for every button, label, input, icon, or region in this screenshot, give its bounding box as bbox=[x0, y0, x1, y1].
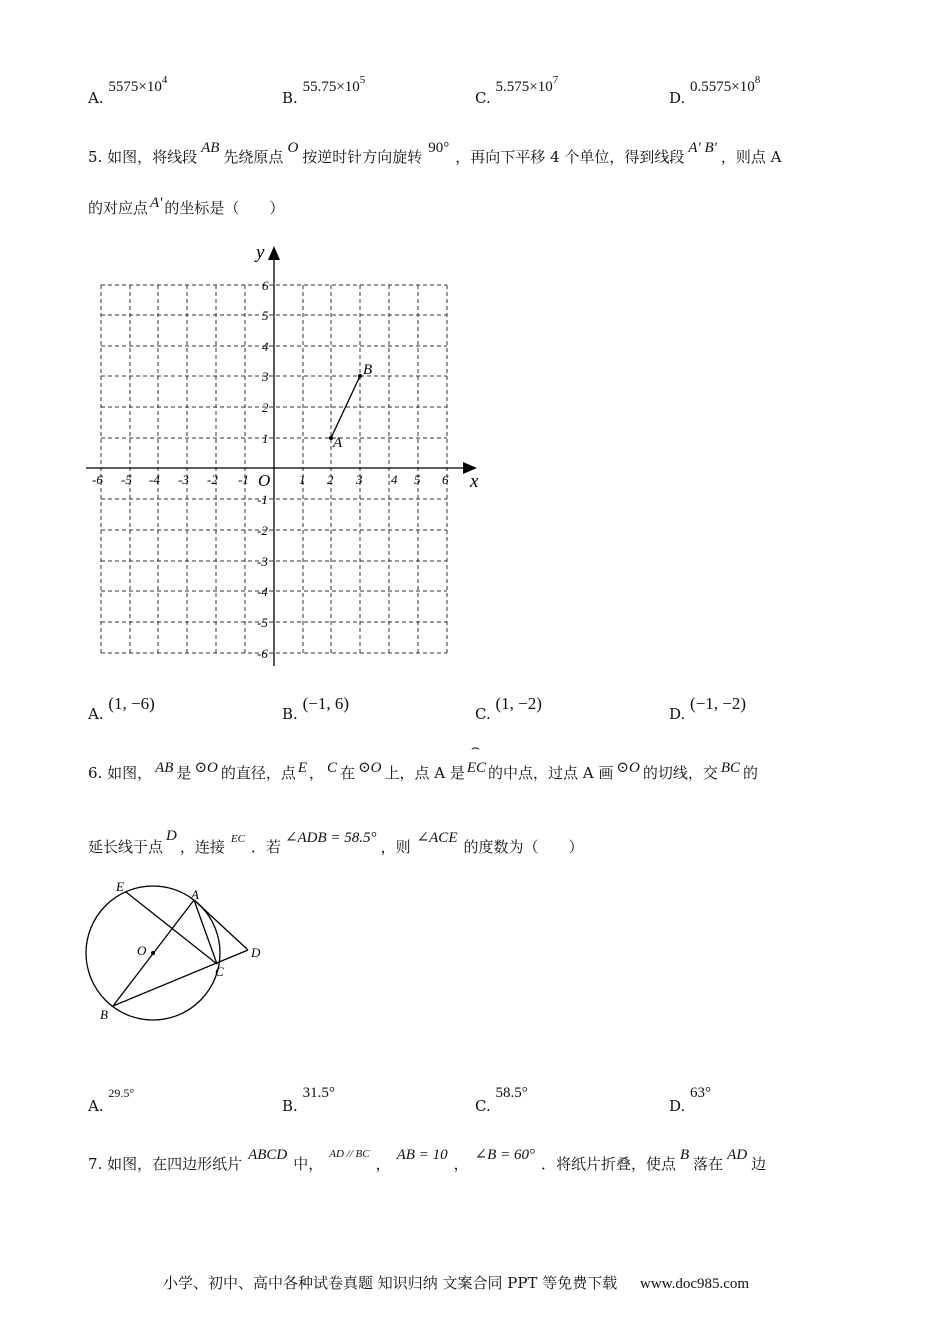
y-tick: -2 bbox=[257, 523, 268, 538]
x-axis-label: x bbox=[470, 471, 479, 492]
circle-o: ⊙O bbox=[358, 760, 382, 776]
segment-ec: EC bbox=[230, 833, 245, 845]
y-tick: 5 bbox=[262, 308, 269, 323]
point-c: C bbox=[327, 760, 338, 776]
segment-ad-line bbox=[194, 900, 248, 950]
q7-text: 中， bbox=[293, 1155, 324, 1173]
y-tick: 2 bbox=[262, 400, 269, 415]
q6-text: ，连接 bbox=[179, 838, 225, 856]
coordinate-grid bbox=[80, 238, 490, 673]
q6-text: 的切线，交 bbox=[642, 764, 718, 782]
arc-mark: ⌢ bbox=[470, 741, 481, 756]
q6-text: 延长线于点 bbox=[88, 838, 164, 856]
q6-option-d bbox=[669, 1085, 712, 1116]
q7-line-1 bbox=[88, 1147, 767, 1173]
point-a-label: A bbox=[333, 435, 343, 451]
option-letter: B. bbox=[282, 89, 298, 107]
page-footer bbox=[163, 1272, 749, 1293]
q6-option-b bbox=[282, 1085, 335, 1116]
y-axis-arrow bbox=[268, 246, 280, 260]
point-d: D bbox=[166, 828, 177, 844]
q5-text: 5. 如图，将线段 bbox=[88, 148, 198, 166]
rotation-angle: 90° bbox=[428, 140, 450, 156]
angle-adb: ∠ADB = 58.5° bbox=[284, 830, 377, 846]
option-letter: D. bbox=[669, 1097, 686, 1115]
segment-apbp: A' B' bbox=[688, 140, 717, 156]
center-dot bbox=[151, 951, 155, 955]
option-value: 58.5° bbox=[495, 1085, 528, 1101]
x-tick: -5 bbox=[121, 472, 132, 487]
y-tick: -4 bbox=[257, 584, 268, 599]
label-d: D bbox=[251, 945, 261, 960]
option-letter: D. bbox=[669, 89, 686, 107]
y-tick: 6 bbox=[262, 278, 269, 293]
option-value: 5575×10 bbox=[108, 79, 162, 95]
q7-text: ， bbox=[453, 1155, 469, 1173]
x-tick: 1 bbox=[299, 472, 306, 487]
diameter-ab: AB bbox=[155, 760, 174, 776]
q5-text: 先绕原点 bbox=[223, 148, 284, 166]
origin-o: O bbox=[287, 140, 299, 156]
q7-text: ．将纸片折叠，使点 bbox=[540, 1155, 676, 1173]
option-letter: A. bbox=[88, 1097, 104, 1115]
origin-label: O bbox=[258, 471, 271, 490]
segment-bc: BC bbox=[720, 760, 740, 776]
q5-option-a bbox=[88, 694, 155, 724]
y-tick: -3 bbox=[257, 554, 268, 569]
option-letter: C. bbox=[475, 1097, 491, 1115]
option-value: (1, −6) bbox=[108, 694, 155, 713]
q6-text: 的 bbox=[743, 764, 759, 782]
q5-text: ，再向下平移 4 个单位，得到线段 bbox=[455, 148, 685, 166]
circle-o: ⊙O bbox=[616, 760, 640, 776]
option-value: (1, −2) bbox=[495, 694, 542, 713]
angle-ace: ∠ACE bbox=[416, 830, 458, 846]
footer-text: 小学、初中、高中各种试卷真题 知识归纳 文案合同 PPT 等免费下载 bbox=[163, 1274, 618, 1292]
option-value: 63° bbox=[690, 1085, 712, 1101]
q5-text: ，则点 A bbox=[720, 148, 782, 166]
q5-option-c bbox=[475, 694, 542, 724]
point-b-dot bbox=[358, 374, 362, 378]
option-value: 5.575×10 bbox=[495, 79, 553, 95]
option-letter: A. bbox=[88, 705, 104, 723]
option-value: 55.75×10 bbox=[302, 79, 360, 95]
option-value: 31.5° bbox=[302, 1085, 335, 1101]
arc-label: EC bbox=[466, 760, 487, 776]
q5-option-d bbox=[669, 694, 747, 724]
x-tick: 5 bbox=[414, 472, 421, 487]
option-exponent: 4 bbox=[161, 74, 168, 86]
point-b: B bbox=[679, 1147, 690, 1163]
q6-text: 6. 如图， bbox=[88, 764, 153, 782]
arc-ec bbox=[466, 741, 487, 782]
footer-url[interactable]: www.doc985.com bbox=[640, 1276, 750, 1292]
q6-text: ．若 bbox=[250, 838, 281, 856]
option-value: 0.5575×10 bbox=[690, 79, 755, 95]
y-tick: -5 bbox=[257, 615, 268, 630]
q5-text: 的坐标是（ ） bbox=[164, 199, 285, 217]
q5-text: 按逆时针方向旋转 bbox=[302, 148, 423, 166]
option-letter: C. bbox=[475, 705, 491, 723]
q5-option-b bbox=[282, 694, 349, 724]
side-ad: AD bbox=[727, 1147, 748, 1163]
q5-line-1 bbox=[88, 140, 782, 166]
x-tick: 2 bbox=[327, 472, 334, 487]
q6-option-c bbox=[475, 1085, 528, 1116]
label-a: A bbox=[191, 887, 199, 902]
q6-text: ， bbox=[309, 764, 325, 782]
axes bbox=[86, 256, 466, 666]
circle-figure bbox=[80, 872, 280, 1032]
parallel-condition: AD // BC bbox=[329, 1148, 370, 1160]
y-tick: 4 bbox=[262, 339, 269, 354]
q6-text: 是 bbox=[176, 764, 192, 782]
y-tick: -1 bbox=[257, 492, 268, 507]
q6-text: 在 bbox=[340, 764, 356, 782]
option-value: (−1, 6) bbox=[302, 694, 349, 713]
option-exponent: 5 bbox=[359, 74, 366, 86]
q6-line-1 bbox=[88, 741, 759, 782]
point-b-label: B bbox=[363, 362, 373, 378]
q6-line-2 bbox=[88, 828, 584, 856]
circle-o: ⊙O bbox=[194, 760, 218, 776]
option-letter: D. bbox=[669, 705, 686, 723]
q6-option-a bbox=[88, 1086, 135, 1115]
segment-bd-line bbox=[113, 950, 248, 1006]
option-letter: C. bbox=[475, 89, 491, 107]
q6-text: 的度数为（ ） bbox=[463, 838, 584, 856]
x-tick: -2 bbox=[207, 472, 218, 487]
y-tick: 1 bbox=[262, 431, 269, 446]
option-value: (−1, −2) bbox=[690, 694, 747, 713]
x-tick: -1 bbox=[238, 472, 249, 487]
y-tick: 3 bbox=[262, 369, 269, 384]
quadrilateral-abcd: ABCD bbox=[248, 1147, 288, 1163]
q7-text: 7. 如图，在四边形纸片 bbox=[88, 1155, 243, 1173]
q7-text: ， bbox=[375, 1155, 391, 1173]
x-tick: 3 bbox=[356, 472, 363, 487]
point-ap: A' bbox=[150, 195, 163, 211]
option-letter: A. bbox=[88, 89, 104, 107]
angle-b: ∠B = 60° bbox=[474, 1147, 535, 1163]
q6-text: ，则 bbox=[380, 838, 411, 856]
q7-text: 边 bbox=[751, 1155, 767, 1173]
point-e: E bbox=[297, 760, 308, 776]
label-o: O bbox=[137, 943, 147, 958]
q6-text: 的中点，过点 A 画 bbox=[488, 764, 614, 782]
option-letter: B. bbox=[282, 705, 298, 723]
q6-text: 的直径，点 bbox=[220, 764, 296, 782]
q5-line-2 bbox=[88, 195, 285, 217]
option-exponent: 7 bbox=[552, 74, 559, 86]
x-tick: -4 bbox=[149, 472, 160, 487]
label-b: B bbox=[100, 1007, 108, 1022]
x-tick: -6 bbox=[92, 472, 103, 487]
q6-text: 上，点 A 是 bbox=[384, 764, 465, 782]
length-ab: AB = 10 bbox=[396, 1147, 448, 1163]
option-value: 29.5° bbox=[108, 1086, 135, 1100]
label-c: C bbox=[215, 964, 224, 979]
q7-text: 落在 bbox=[693, 1155, 724, 1173]
x-tick: -3 bbox=[178, 472, 189, 487]
segment-ab: AB bbox=[201, 140, 220, 156]
x-tick: 4 bbox=[391, 472, 398, 487]
x-tick: 6 bbox=[442, 472, 449, 487]
label-e: E bbox=[116, 879, 124, 894]
q5-text: 的对应点 bbox=[88, 199, 149, 217]
option-exponent: 8 bbox=[754, 74, 761, 86]
y-tick: -6 bbox=[257, 646, 268, 661]
y-axis-label: y bbox=[256, 242, 265, 263]
option-letter: B. bbox=[282, 1097, 298, 1115]
